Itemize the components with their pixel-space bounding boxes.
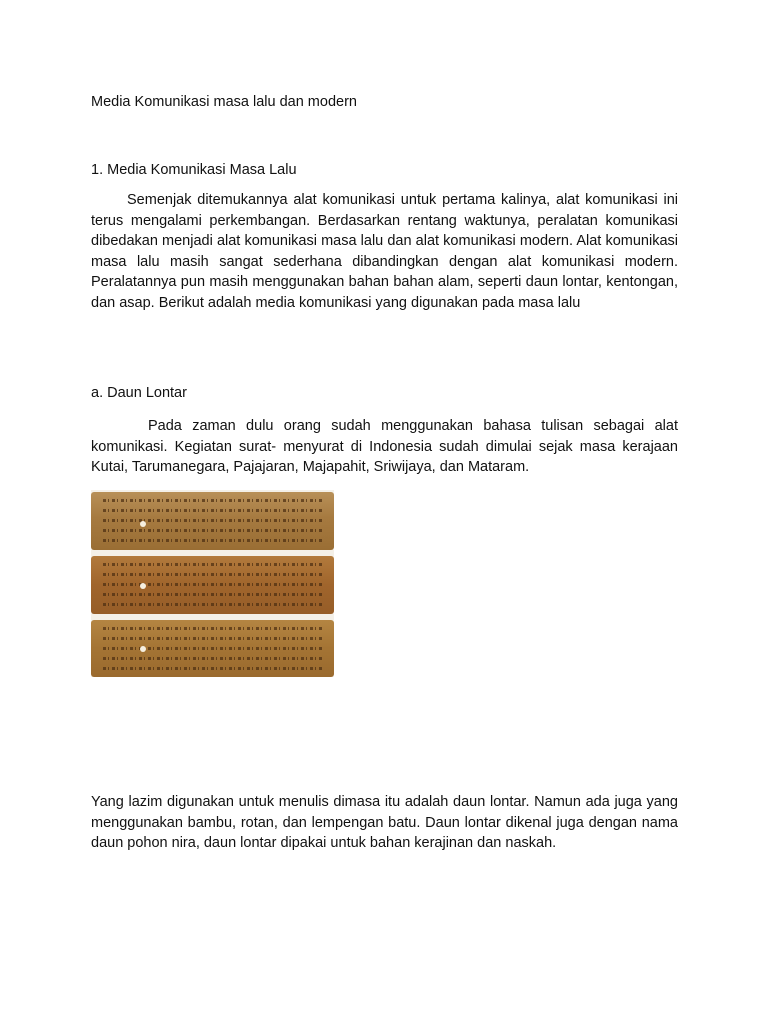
palm-leaf-2	[91, 556, 334, 614]
closing-paragraph: Yang lazim digunakan untuk menulis dimasa itu adalah daun lontar. Namun ada juga yang menggunakan bambu, rotan, dan lempengan batu. Daun lontar dikenal juga dengan nama daun pohon nira, daun lontar dipakai untuk bahan kerajinan dan naskah.	[91, 794, 678, 852]
document-title: Media Komunikasi masa lalu dan modern	[91, 94, 357, 110]
string-hole-icon	[140, 646, 146, 652]
section-paragraph: Semenjak ditemukannya alat komunikasi untuk pertama kalinya, alat komunikasi ini terus mengalami perkembangan. Berdasarkan rentang waktunya, peralatan komunikasi dibedakan menjadi alat komunikasi masa lalu dan alat komunikasi modern. Alat komunikasi masa lalu masih sangat sederhana dibandingkan dengan alat komunikasi modern. Peralatannya pun masih menggunakan bahan bahan alam, seperti daun lontar, kentongan, dan asap. Berikut adalah media komunikasi yang digunakan pada masa lalu	[91, 192, 678, 311]
string-hole-icon	[140, 583, 146, 589]
palm-leaf-3	[91, 620, 334, 677]
subsection-heading: a. Daun Lontar	[91, 385, 187, 401]
section-heading: 1. Media Komunikasi Masa Lalu	[91, 162, 297, 178]
palm-leaf-manuscript-image	[91, 490, 334, 677]
subsection-paragraph: Pada zaman dulu orang sudah menggunakan bahasa tulisan sebagai alat komunikasi. Kegiatan surat- menyurat di Indonesia sudah dimulai sejak masa kerajaan Kutai, Tarumanegara, Pajajaran, Majapahit, Sriwijaya, dan Mataram.	[91, 418, 678, 476]
string-hole-icon	[140, 521, 146, 527]
palm-leaf-1	[91, 492, 334, 550]
